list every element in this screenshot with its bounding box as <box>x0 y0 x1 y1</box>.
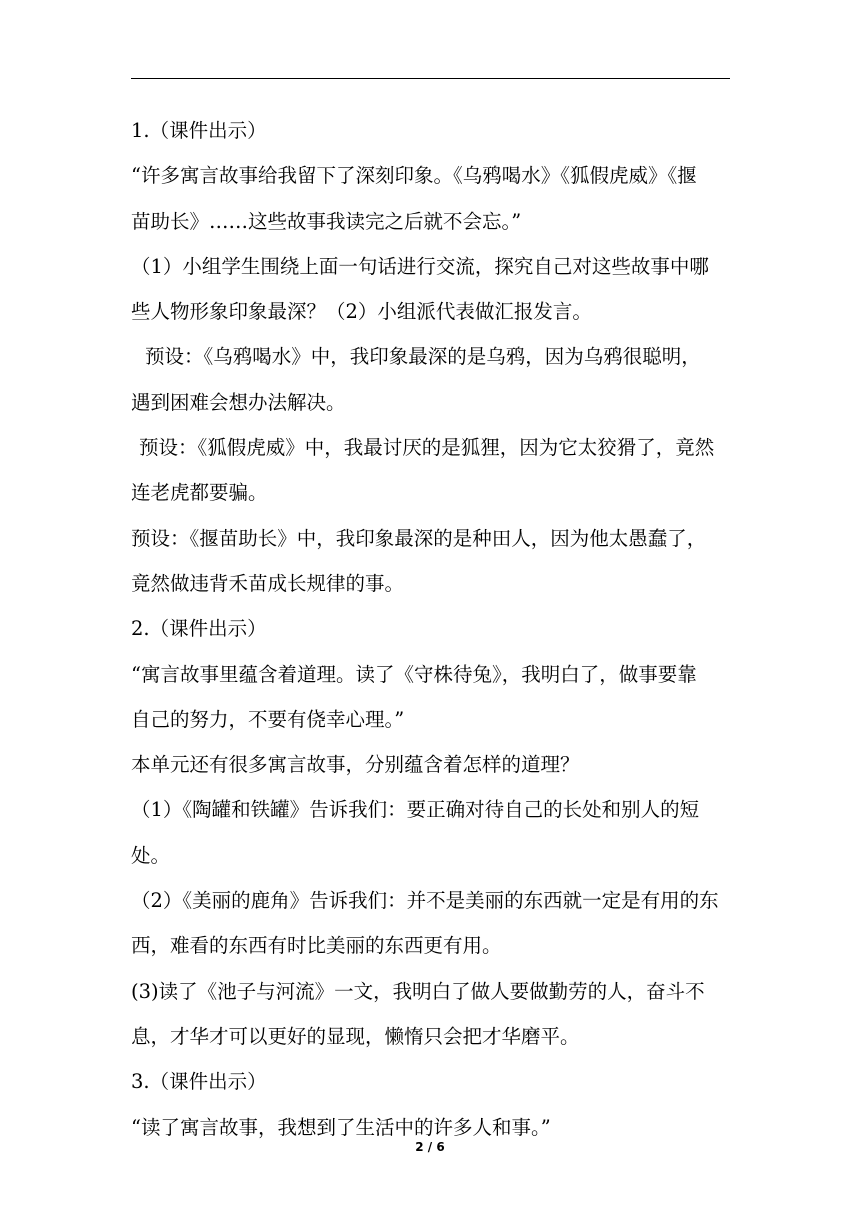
task-line: 些人物形象印象最深？（2）小组派代表做汇报发言。 <box>131 300 592 324</box>
quote-line: 苗助长》……这些故事我读完之后就不会忘。” <box>131 209 522 233</box>
preset-answer-line: 预设：《狐假虎威》中，我最讨厌的是狐狸，因为它太狡猾了，竟然 <box>139 436 715 460</box>
section-heading-2: 2.（课件出示） <box>131 617 267 641</box>
answer-line: 西，难看的东西有时比美丽的东西更有用。 <box>131 934 502 958</box>
header-rule <box>131 78 730 79</box>
page-number: 2 / 6 <box>415 1140 445 1154</box>
document-body <box>131 108 735 1150</box>
section-heading-3: 3.（课件出示） <box>131 1070 267 1094</box>
preset-answer-line: 预设：《揠苗助长》中，我印象最深的是种田人，因为他太愚蠢了， <box>131 526 707 550</box>
answer-line: （1）《陶罐和铁罐》告诉我们：要正确对待自己的长处和别人的短处。 <box>131 798 700 867</box>
section-heading-1: 1.（课件出示） <box>131 119 267 142</box>
preset-answer-line: 遇到困难会想办法解决。 <box>131 390 346 414</box>
answer-line: 息，才华才可以更好的显现，懒惰只会把才华磨平。 <box>131 1024 580 1048</box>
question-line: 本单元还有很多寓言故事，分别蕴含着怎样的道理？ <box>131 753 580 777</box>
quote-line: 自己的努力，不要有侥幸心理。” <box>131 707 405 731</box>
preset-answer-line: 连老虎都要骗。 <box>131 481 268 505</box>
answer-line: （2）《美丽的鹿角》告诉我们：并不是美丽的东西就一定是有用的东 <box>131 889 719 913</box>
quote-line: “许多寓言故事给我留下了深刻印象。《乌鸦喝水》《狐假虎威》《揠 <box>131 164 697 188</box>
preset-answer-line: 预设：《乌鸦喝水》中，我印象最深的是乌鸦，因为乌鸦很聪明， <box>145 345 701 369</box>
quote-line: “寓言故事里蕴含着道理。读了《守株待兔》，我明白了，做事要靠 <box>131 662 697 686</box>
task-line: （1）小组学生围绕上面一句话进行交流，探究自己对这些故事中哪 <box>131 254 709 278</box>
preset-answer-line: 竟然做违背禾苗成长规律的事。 <box>131 571 405 595</box>
quote-line: “读了寓言故事，我想到了生活中的许多人和事。” <box>131 1115 551 1139</box>
answer-line: (3)读了《池子与河流》一文，我明白了做人要做勤劳的人，奋斗不 <box>131 979 705 1003</box>
